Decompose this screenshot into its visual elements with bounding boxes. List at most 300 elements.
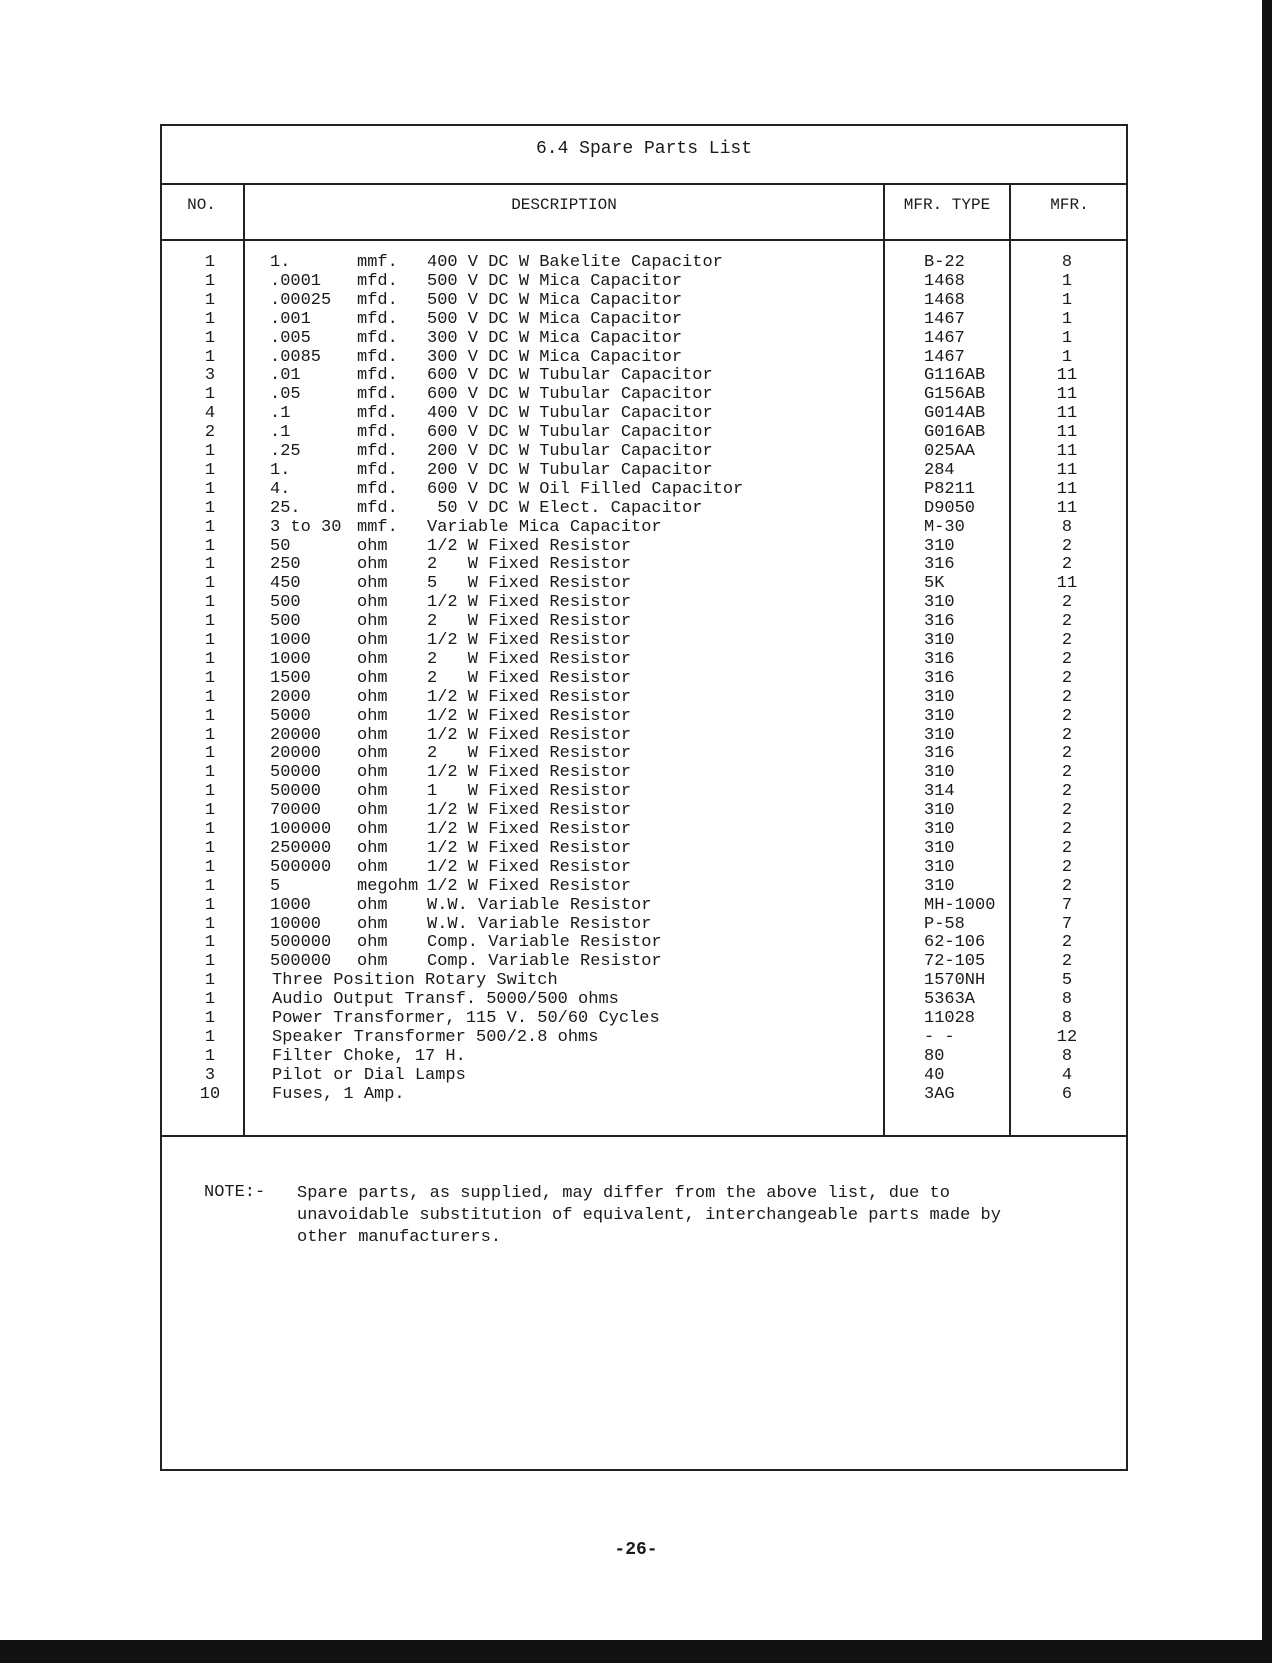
item-quantity: 1 <box>204 328 216 348</box>
item-description: Pilot or Dial Lamps <box>272 1065 466 1085</box>
item-description: 300 V DC W Mica Capacitor <box>427 347 683 367</box>
item-mfr-type: 310 <box>924 876 955 896</box>
item-quantity: 1 <box>204 498 216 518</box>
item-unit: ohm <box>357 555 388 575</box>
item-mfr: 8 <box>1061 253 1073 272</box>
item-mfr-type: 310 <box>924 631 955 650</box>
item-quantity: 1 <box>204 857 216 877</box>
item-value: 1. <box>270 253 291 272</box>
item-mfr-type: 1570NH <box>924 971 986 991</box>
item-description: 1 W Fixed Resistor <box>427 782 632 802</box>
item-mfr-type: 310 <box>924 857 955 877</box>
item-mfr: 2 <box>1061 631 1073 650</box>
table-row <box>0 1009 1272 1028</box>
header-no: NO. <box>187 196 216 214</box>
item-unit: ohm <box>357 649 388 669</box>
item-value: 20000 <box>270 725 322 745</box>
table-row <box>0 253 1272 272</box>
item-description: 1/2 W Fixed Resistor <box>427 857 632 877</box>
scan-border-bottom <box>0 1640 1272 1663</box>
table-row <box>0 555 1272 574</box>
item-description: 500 V DC W Mica Capacitor <box>427 309 683 329</box>
item-unit: ohm <box>357 782 388 802</box>
item-mfr: 2 <box>1061 782 1073 802</box>
item-description: 300 V DC W Mica Capacitor <box>427 328 683 348</box>
item-mfr: 11 <box>1056 460 1078 480</box>
item-mfr-type: 025AA <box>924 442 976 461</box>
table-row <box>0 366 1272 385</box>
item-value: .1 <box>270 423 291 443</box>
item-description: Filter Choke, 17 H. <box>272 1046 466 1066</box>
item-mfr-type: 1468 <box>924 290 965 310</box>
item-value: 1500 <box>270 668 311 688</box>
item-mfr: 2 <box>1061 857 1073 877</box>
item-description: 400 V DC W Bakelite Capacitor <box>427 253 723 272</box>
item-mfr-type: 316 <box>924 744 955 764</box>
item-mfr: 8 <box>1061 990 1073 1010</box>
item-mfr: 8 <box>1061 1046 1073 1066</box>
item-mfr-type: 40 <box>924 1065 945 1085</box>
item-value: .05 <box>270 385 301 405</box>
item-mfr-type: 5363A <box>924 990 976 1010</box>
item-mfr: 2 <box>1061 801 1073 821</box>
item-mfr-type: 316 <box>924 668 955 688</box>
item-unit: ohm <box>357 820 388 839</box>
item-description: 2 W Fixed Resistor <box>427 744 632 764</box>
item-unit: ohm <box>357 574 388 594</box>
item-description: W.W. Variable Resistor <box>427 914 652 934</box>
item-value: 50 <box>270 536 291 556</box>
item-unit: ohm <box>357 763 388 783</box>
table-row <box>0 310 1272 329</box>
item-mfr-type: 310 <box>924 593 955 613</box>
item-mfr-type: 314 <box>924 782 955 802</box>
item-mfr: 4 <box>1061 1065 1073 1085</box>
item-quantity: 1 <box>204 971 216 991</box>
item-mfr-type: MH-1000 <box>924 895 996 915</box>
item-mfr-type: 3AG <box>924 1084 955 1104</box>
item-quantity: 1 <box>204 347 216 367</box>
item-value: 1000 <box>270 631 311 650</box>
table-row <box>0 858 1272 877</box>
item-unit: ohm <box>357 838 388 858</box>
item-unit: megohm <box>357 876 419 896</box>
note-label: NOTE:- <box>204 1183 266 1202</box>
item-mfr-type: G016AB <box>924 423 986 443</box>
item-value: 500 <box>270 593 301 613</box>
title-rule <box>160 183 1128 185</box>
item-unit: ohm <box>357 952 388 972</box>
table-row <box>0 272 1272 291</box>
item-mfr: 2 <box>1061 536 1073 556</box>
item-description: 600 V DC W Oil Filled Capacitor <box>427 479 744 499</box>
item-mfr: 11 <box>1056 404 1078 424</box>
item-mfr: 1 <box>1061 309 1073 329</box>
item-description: Comp. Variable Resistor <box>427 952 662 972</box>
item-value: 4. <box>270 479 291 499</box>
item-quantity: 1 <box>204 442 216 461</box>
table-row <box>0 650 1272 669</box>
item-value: .1 <box>270 404 291 424</box>
item-mfr-type: P-58 <box>924 914 965 934</box>
item-description: 1/2 W Fixed Resistor <box>427 536 632 556</box>
item-mfr-type: 310 <box>924 687 955 707</box>
item-value: 20000 <box>270 744 322 764</box>
table-row <box>0 537 1272 556</box>
item-mfr: 11 <box>1056 498 1078 518</box>
item-description: Audio Output Transf. 5000/500 ohms <box>272 990 619 1010</box>
item-quantity: 1 <box>204 479 216 499</box>
item-value: 5 <box>270 876 281 896</box>
item-unit: ohm <box>357 914 388 934</box>
table-row <box>0 612 1272 631</box>
item-unit: ohm <box>357 593 388 613</box>
item-description: 1/2 W Fixed Resistor <box>427 725 632 745</box>
item-value: 25. <box>270 498 301 518</box>
item-description: Speaker Transformer 500/2.8 ohms <box>272 1027 599 1047</box>
item-value: 500000 <box>270 952 332 972</box>
item-value: .0001 <box>270 271 322 291</box>
item-quantity: 1 <box>204 593 216 613</box>
table-row <box>0 291 1272 310</box>
item-mfr: 2 <box>1061 687 1073 707</box>
item-description: 2 W Fixed Resistor <box>427 668 632 688</box>
item-mfr: 11 <box>1056 366 1078 386</box>
item-mfr: 11 <box>1056 479 1078 499</box>
table-row <box>0 688 1272 707</box>
item-quantity: 1 <box>204 460 216 480</box>
table-row <box>0 990 1272 1009</box>
page-number: -26- <box>614 1540 658 1560</box>
item-mfr: 7 <box>1061 914 1073 934</box>
item-mfr-type: 310 <box>924 820 955 839</box>
item-description: 1/2 W Fixed Resistor <box>427 876 632 896</box>
item-quantity: 1 <box>204 668 216 688</box>
item-value: 1000 <box>270 649 311 669</box>
item-description: 2 W Fixed Resistor <box>427 649 632 669</box>
item-value: .01 <box>270 366 301 386</box>
table-row <box>0 952 1272 971</box>
item-mfr: 2 <box>1061 820 1073 839</box>
item-mfr: 12 <box>1056 1027 1078 1047</box>
item-unit: mfd. <box>357 442 398 461</box>
table-row <box>0 593 1272 612</box>
item-value: .00025 <box>270 290 332 310</box>
item-value: 250000 <box>270 838 332 858</box>
item-description: 200 V DC W Tubular Capacitor <box>427 442 713 461</box>
item-unit: mfd. <box>357 328 398 348</box>
item-quantity: 1 <box>204 385 216 405</box>
item-mfr: 2 <box>1061 744 1073 764</box>
table-row <box>0 461 1272 480</box>
item-unit: ohm <box>357 631 388 650</box>
item-quantity: 1 <box>204 725 216 745</box>
table-row <box>0 499 1272 518</box>
item-quantity: 1 <box>204 914 216 934</box>
item-unit: ohm <box>357 687 388 707</box>
item-description: 1/2 W Fixed Resistor <box>427 687 632 707</box>
item-description: 600 V DC W Tubular Capacitor <box>427 423 713 443</box>
table-row <box>0 1085 1272 1104</box>
item-mfr: 2 <box>1061 952 1073 972</box>
item-quantity: 1 <box>204 631 216 650</box>
table-row <box>0 877 1272 896</box>
item-mfr-type: G116AB <box>924 366 986 386</box>
item-mfr: 7 <box>1061 895 1073 915</box>
item-quantity: 4 <box>204 404 216 424</box>
item-mfr-type: 316 <box>924 649 955 669</box>
item-quantity: 3 <box>204 366 216 386</box>
item-description: 500 V DC W Mica Capacitor <box>427 290 683 310</box>
item-description: 1/2 W Fixed Resistor <box>427 801 632 821</box>
item-mfr-type: 310 <box>924 725 955 745</box>
item-mfr: 1 <box>1061 347 1073 367</box>
item-description: 1/2 W Fixed Resistor <box>427 838 632 858</box>
item-description: 5 W Fixed Resistor <box>427 574 632 594</box>
table-row <box>0 631 1272 650</box>
item-mfr: 2 <box>1061 612 1073 632</box>
item-mfr-type: 62-106 <box>924 933 986 953</box>
item-mfr-type: 1468 <box>924 271 965 291</box>
table-row <box>0 423 1272 442</box>
item-mfr-type: 72-105 <box>924 952 986 972</box>
item-quantity: 1 <box>204 1009 216 1028</box>
item-unit: ohm <box>357 895 388 915</box>
item-quantity: 1 <box>204 782 216 802</box>
item-unit: mfd. <box>357 479 398 499</box>
item-quantity: 1 <box>204 876 216 896</box>
item-description: 2 W Fixed Resistor <box>427 612 632 632</box>
item-mfr: 11 <box>1056 442 1078 461</box>
table-row <box>0 385 1272 404</box>
item-unit: mmf. <box>357 517 398 537</box>
table-row <box>0 707 1272 726</box>
table-row <box>0 801 1272 820</box>
item-value: 500000 <box>270 857 332 877</box>
item-mfr: 8 <box>1061 517 1073 537</box>
item-value: 50000 <box>270 763 322 783</box>
item-quantity: 2 <box>204 423 216 443</box>
item-quantity: 1 <box>204 933 216 953</box>
item-mfr: 2 <box>1061 876 1073 896</box>
item-description: Variable Mica Capacitor <box>427 517 662 537</box>
item-quantity: 1 <box>204 536 216 556</box>
item-mfr-type: P8211 <box>924 479 976 499</box>
item-mfr: 2 <box>1061 555 1073 575</box>
item-mfr-type: 316 <box>924 555 955 575</box>
item-value: 1. <box>270 460 291 480</box>
item-quantity: 1 <box>204 838 216 858</box>
item-value: .005 <box>270 328 311 348</box>
item-value: .25 <box>270 442 301 461</box>
item-quantity: 1 <box>204 253 216 272</box>
item-description: 1/2 W Fixed Resistor <box>427 631 632 650</box>
table-row <box>0 348 1272 367</box>
item-mfr: 1 <box>1061 328 1073 348</box>
item-value: 1000 <box>270 895 311 915</box>
item-value: 500000 <box>270 933 332 953</box>
item-quantity: 3 <box>204 1065 216 1085</box>
item-value: 500 <box>270 612 301 632</box>
item-mfr: 2 <box>1061 763 1073 783</box>
table-row <box>0 518 1272 537</box>
note-text: Spare parts, as supplied, may differ from the above list, due to unavoidable substitution of equivalent, interchangeable parts made by other manufacturers. <box>297 1184 1001 1247</box>
item-value: 2000 <box>270 687 311 707</box>
item-value: 70000 <box>270 801 322 821</box>
item-unit: mfd. <box>357 347 398 367</box>
item-quantity: 1 <box>204 612 216 632</box>
item-mfr: 11 <box>1056 423 1078 443</box>
item-description: Fuses, 1 Amp. <box>272 1084 405 1104</box>
item-mfr-type: 1467 <box>924 347 965 367</box>
item-value: 250 <box>270 555 301 575</box>
item-quantity: 1 <box>204 952 216 972</box>
table-row <box>0 1066 1272 1085</box>
item-mfr: 2 <box>1061 593 1073 613</box>
table-row <box>0 971 1272 990</box>
table-row <box>0 820 1272 839</box>
header-rule <box>160 239 1128 241</box>
item-description: 200 V DC W Tubular Capacitor <box>427 460 713 480</box>
item-unit: ohm <box>357 706 388 726</box>
item-unit: mfd. <box>357 460 398 480</box>
item-mfr-type: 284 <box>924 460 955 480</box>
item-description: Power Transformer, 115 V. 50/60 Cycles <box>272 1009 660 1028</box>
item-mfr-type: 310 <box>924 536 955 556</box>
item-mfr-type: 1467 <box>924 328 965 348</box>
table-row <box>0 404 1272 423</box>
header-mfr: MFR. <box>1050 196 1089 214</box>
item-unit: ohm <box>357 612 388 632</box>
item-quantity: 1 <box>204 649 216 669</box>
item-description: 400 V DC W Tubular Capacitor <box>427 404 713 424</box>
item-description: 500 V DC W Mica Capacitor <box>427 271 683 291</box>
item-value: .001 <box>270 309 311 329</box>
body-end-rule <box>160 1135 1128 1137</box>
item-description: 1/2 W Fixed Resistor <box>427 593 632 613</box>
item-unit: mfd. <box>357 404 398 424</box>
item-mfr: 11 <box>1056 385 1078 405</box>
item-unit: mfd. <box>357 290 398 310</box>
table-row <box>0 574 1272 593</box>
item-description: 600 V DC W Tubular Capacitor <box>427 385 713 405</box>
item-quantity: 1 <box>204 517 216 537</box>
item-quantity: 1 <box>204 763 216 783</box>
item-quantity: 1 <box>204 555 216 575</box>
table-row <box>0 782 1272 801</box>
table-row <box>0 1028 1272 1047</box>
item-mfr-type: 11028 <box>924 1009 976 1028</box>
item-quantity: 1 <box>204 574 216 594</box>
item-description: W.W. Variable Resistor <box>427 895 652 915</box>
item-mfr-type: 1467 <box>924 309 965 329</box>
item-mfr-type: 310 <box>924 801 955 821</box>
item-unit: mfd. <box>357 309 398 329</box>
item-quantity: 1 <box>204 290 216 310</box>
item-unit: ohm <box>357 668 388 688</box>
item-unit: mfd. <box>357 366 398 386</box>
item-value: 10000 <box>270 914 322 934</box>
item-mfr-type: G156AB <box>924 385 986 405</box>
table-row <box>0 896 1272 915</box>
table-row <box>0 915 1272 934</box>
item-unit: ohm <box>357 801 388 821</box>
item-mfr: 2 <box>1061 838 1073 858</box>
item-description: 1/2 W Fixed Resistor <box>427 820 632 839</box>
item-unit: mfd. <box>357 423 398 443</box>
item-unit: mmf. <box>357 253 398 272</box>
item-description: 1/2 W Fixed Resistor <box>427 706 632 726</box>
item-quantity: 1 <box>204 990 216 1010</box>
item-unit: ohm <box>357 933 388 953</box>
item-mfr-type: M-30 <box>924 517 965 537</box>
item-mfr-type: D9050 <box>924 498 976 518</box>
item-mfr: 2 <box>1061 668 1073 688</box>
header-mfr-type: MFR. TYPE <box>903 196 991 214</box>
item-mfr: 2 <box>1061 725 1073 745</box>
item-mfr: 11 <box>1056 574 1078 594</box>
item-mfr-type: 5K <box>924 574 945 594</box>
item-quantity: 1 <box>204 309 216 329</box>
item-mfr-type: 80 <box>924 1046 945 1066</box>
item-quantity: 10 <box>199 1084 221 1104</box>
item-quantity: 1 <box>204 744 216 764</box>
table-row <box>0 839 1272 858</box>
item-mfr-type: - - <box>924 1027 955 1047</box>
item-quantity: 1 <box>204 1027 216 1047</box>
item-unit: ohm <box>357 536 388 556</box>
item-value: 5000 <box>270 706 311 726</box>
item-mfr: 5 <box>1061 971 1073 991</box>
item-description: 50 V DC W Elect. Capacitor <box>427 498 703 518</box>
table-row <box>0 669 1272 688</box>
item-mfr-type: 316 <box>924 612 955 632</box>
item-value: 3 to 30 <box>270 517 342 537</box>
item-mfr: 1 <box>1061 290 1073 310</box>
item-mfr: 2 <box>1061 933 1073 953</box>
item-unit: ohm <box>357 744 388 764</box>
item-quantity: 1 <box>204 801 216 821</box>
table-row <box>0 744 1272 763</box>
item-quantity: 1 <box>204 271 216 291</box>
item-mfr-type: 310 <box>924 706 955 726</box>
table-row <box>0 763 1272 782</box>
item-description: Three Position Rotary Switch <box>272 971 558 991</box>
item-unit: mfd. <box>357 498 398 518</box>
item-mfr: 1 <box>1061 271 1073 291</box>
item-quantity: 1 <box>204 1046 216 1066</box>
item-mfr: 2 <box>1061 706 1073 726</box>
table-row <box>0 442 1272 461</box>
item-unit: ohm <box>357 857 388 877</box>
item-mfr-type: G014AB <box>924 404 986 424</box>
item-value: 100000 <box>270 820 332 839</box>
item-value: 50000 <box>270 782 322 802</box>
item-description: 600 V DC W Tubular Capacitor <box>427 366 713 386</box>
item-unit: ohm <box>357 725 388 745</box>
item-value: 450 <box>270 574 301 594</box>
item-unit: mfd. <box>357 271 398 291</box>
item-description: 2 W Fixed Resistor <box>427 555 632 575</box>
page-title: 6.4 Spare Parts List <box>535 139 753 159</box>
table-row <box>0 480 1272 499</box>
item-quantity: 1 <box>204 820 216 839</box>
table-row <box>0 1047 1272 1066</box>
item-mfr: 2 <box>1061 649 1073 669</box>
item-description: Comp. Variable Resistor <box>427 933 662 953</box>
item-quantity: 1 <box>204 706 216 726</box>
item-mfr-type: B-22 <box>924 253 965 272</box>
